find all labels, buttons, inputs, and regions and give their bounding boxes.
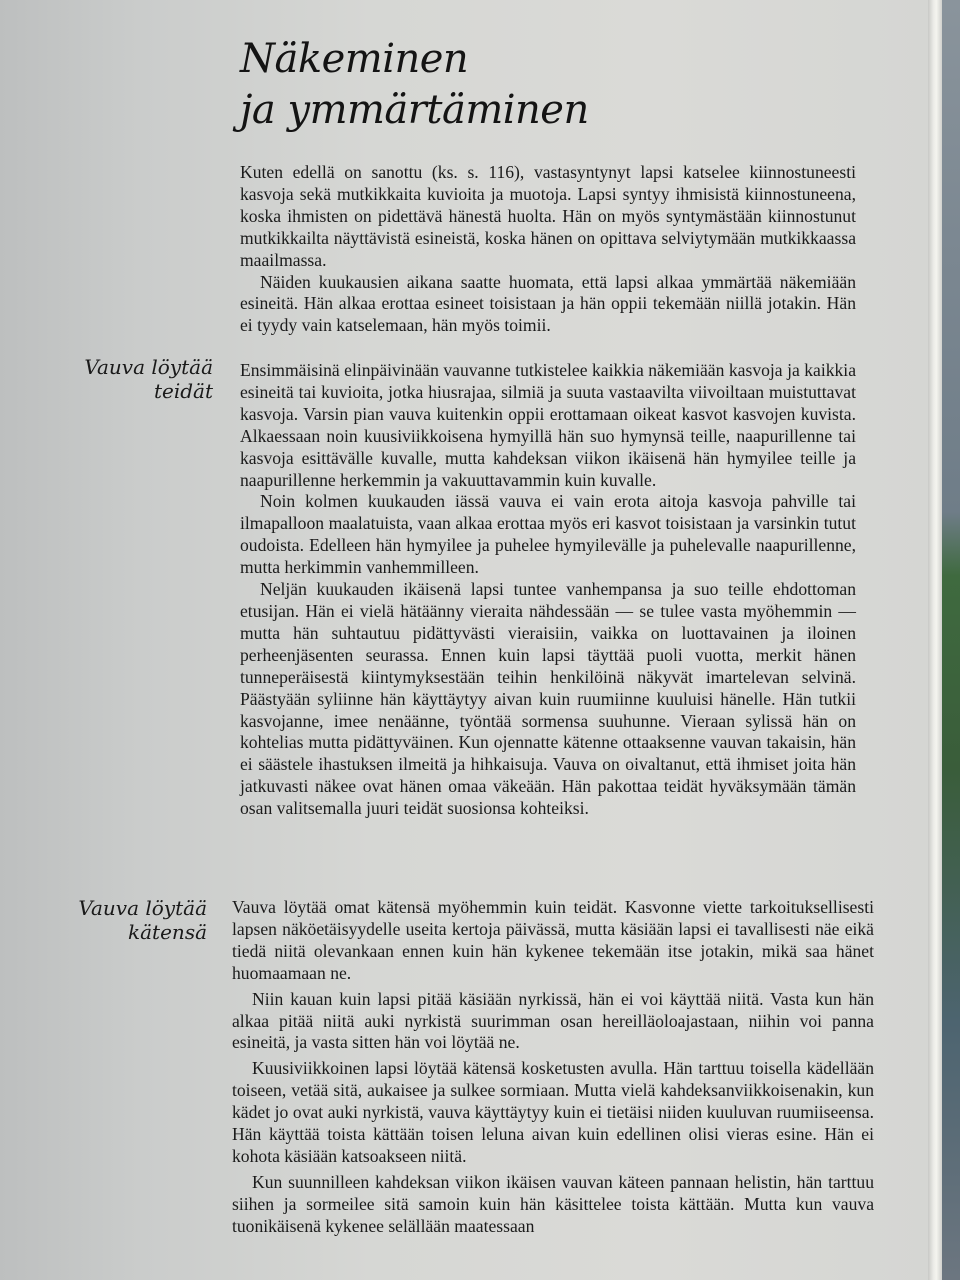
chapter-title-line-2: ja ymmärtäminen [240, 87, 589, 133]
margin-heading-line: teidät [153, 379, 213, 403]
paragraph: Kuusiviikkoinen lapsi löytää kätensä kosketusten avulla. Hän tarttuu toisella kädellään toiseen, vetää sitä, aukaisee ja sulkee sormiaan. Mutta vielä kahdeksanviikkoisenakin, kun kädet jo ovat auki nyrkistä, vauva käyttäytyy kuin ei tietäisi niiden kuuluvan ruumiiseensa. Hän käyttää toista kättään toisen leluna aivan kuin edellinen olisi vieras esine. Hän ei kohota käsiään katsoakseen niitä. [232, 1058, 874, 1166]
margin-heading-finds-hands [7, 896, 207, 944]
margin-heading-line: Vauva löytää [84, 355, 213, 379]
page-edge [928, 0, 942, 1280]
paragraph: Neljän kuukauden ikäisenä lapsi tuntee vanhempansa ja suo teille ehdottoman etusijan. Hän ei vielä hätäänny vieraita nähdessään — se tulee vasta myöhemmin — mutta hän suhtautuu pidättyvästi vieraisiin, vaikka on luottavainen ja iloinen perheenjäsenten seurassa. Ennen kuin lapsi täyttää puoli vuotta, merkit hänen tunneperäisestä kiintymyksestään teihin henkilöinä näkyvät imartelevan selvinä. Päästyään syliinne hän käyttäytyy aivan kuin ruumiinne kuuluisi hänelle. Hän tutkii kasvojanne, imee nenäänne, työntää sormensa suuhunne. Vieraan sylissä hän on kohtelias mutta pidättyväinen. Kun ojennatte kätenne ottaaksenne vauvan takaisin, hän ei säästele ihastuksen ilmeitä ja hihkaisuja. Vauva on oivaltanut, että ihmiset joita hän jatkuvasti näkee ovat hänen omaa väkeään. Hän pakottaa teidät hyväksymään tämän osan valitsemalla juuri teidät suosionsa kohteiksi. [240, 579, 856, 819]
paragraph: Ensimmäisinä elinpäivinään vauvanne tutkistelee kaikkia näkemiään kasvoja ja kaikkia esineitä tai kuvioita, jotka hiusrajaa, silmiä ja suuta vastaavilta viivoiltaan muistuttavat kasvoja. Varsin pian vauva kuitenkin oppii erottamaan oikeat kasvot kasvojen kuvista. Alkaessaan noin kuusiviikkoisena hymyillä hän suo hymynsä teille, naapurillenne tai kasvoja esittävälle kuvalle, mutta kahdeksan viikon ikäisenä hän hymyilee teille ja naapurillenne herkemmin ja vakuuttavammin kuin kuvalle. [240, 360, 856, 490]
paragraph: Niin kauan kuin lapsi pitää käsiään nyrkissä, hän ei voi käyttää niitä. Vasta kun hän alkaa pitää niitä auki nyrkistä suurimman osan hereilläoloajastaan, niihin voi panna esineitä, ja vasta sitten hän voi löytää ne. [232, 988, 874, 1053]
paragraph: Kun suunnilleen kahdeksan viikon ikäisen vauvan käteen pannaan helistin, hän tarttuu siihen ja sormeilee sitä samoin kuin hän käsittelee toista kättään. Mutta kun vauva tuonikäisenä kykenee selällään maatessaan [232, 1171, 874, 1236]
paragraph: Vauva löytää omat kätensä myöhemmin kuin teidät. Kasvonne viette tarkoituksellisesti lapsen näköetäisyydelle useita kertoja päivässä, mutta käsiään lapsi ei tavallisesti näe eikä tiedä niitä olevankaan ennen kuin hän kykenee tekemään itse jotakin, mikä saa hänet huomaamaan ne. [232, 897, 874, 983]
paragraph: Kuten edellä on sanottu (ks. s. 116), vastasyntynyt lapsi katselee kiinnostuneesti kasvoja sekä mutkikkaita kuvioita ja muotoja. Lapsi syntyy ihmisistä kiinnostuneena, koska ihmisten on pidettävä hänestä huolta. Hän on myös syntymästään kiinnostunut mutkikkailta näyttävistä esineistä, koska hänen on opittava selviytymään mutkikkaassa maailmassa. [240, 162, 856, 270]
chapter-title [240, 34, 589, 136]
section-finds-hands-text [232, 897, 874, 1238]
intro-text [240, 162, 856, 337]
margin-heading-line: kätensä [128, 920, 207, 944]
chapter-title-line-1: Näkeminen [240, 36, 469, 82]
margin-heading-line: Vauva löytää [78, 896, 207, 920]
section-finds-you-text [240, 360, 856, 820]
background-surface [942, 0, 960, 1280]
paragraph: Näiden kuukausien aikana saatte huomata, että lapsi alkaa ymmärtää näkemiään esineitä. Hän alkaa erottaa esineet toisistaan ja hän oppii tekemään niillä jotakin. Hän ei tyydy vain katselemaan, hän myös toimii. [240, 271, 856, 336]
margin-heading-finds-you [13, 355, 213, 403]
paragraph: Noin kolmen kuukauden iässä vauva ei vain erota aitoja kasvoja pahville tai ilmapalloon maalatuista, vaan alkaa erottaa myös eri kasvot toisistaan ja varsinkin tutut oudoista. Edelleen hän hymyilee ja puhelee hymyilevälle ja puhelevalle naapurillenne, mutta herkimmin vanhemmilleen. [240, 491, 856, 578]
